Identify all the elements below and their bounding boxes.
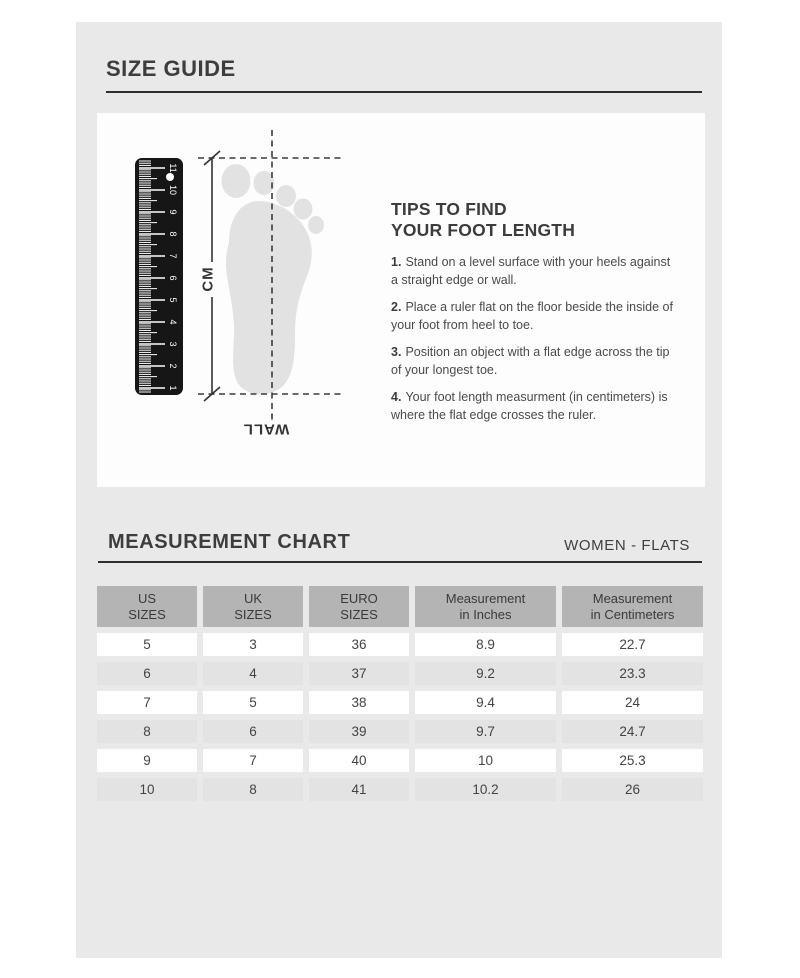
page-title: SIZE GUIDE [106,56,236,81]
tips-section [391,199,679,433]
table-cell: 8 [97,720,197,743]
wall-label: WALL [242,420,290,438]
table-cell: 6 [97,662,197,685]
ruler-number: 1 [168,385,178,391]
table-cell: 24.7 [562,720,703,743]
table-cell: 9 [97,749,197,772]
column-header-text: SIZES [340,606,378,622]
column-header [562,586,703,627]
column-header-text: in Centimeters [590,606,675,622]
table-cell: 26 [562,778,703,801]
column-header-text: US [137,590,157,606]
ruler-icon [135,158,183,395]
ruler-number: 7 [168,253,178,259]
table-cell: 8.9 [415,633,556,656]
tip-step [391,343,679,379]
chart-category-label: WOMEN - FLATS [564,537,690,554]
table-cell: 9.7 [415,720,556,743]
table-cell: 4 [203,662,303,685]
tips-step-list [391,253,679,424]
chart-divider [98,561,702,563]
tips-heading [391,199,679,240]
tip-step-number: 1. [391,255,402,270]
tip-step [391,388,679,424]
tips-heading-line2: YOUR FOOT LENGTH [391,219,576,240]
tip-step [391,253,679,289]
table-cell: 6 [203,720,303,743]
ruler-number: 2 [168,363,178,369]
ruler-number: 3 [168,341,178,347]
tip-step-text: Stand on a level surface with your heels against a straight edge or wall. [391,255,671,288]
ruler-number: 6 [168,275,178,281]
cm-label: CM [199,266,217,292]
table-cell: 36 [309,633,409,656]
column-header [203,586,303,627]
table-cell: 41 [309,778,409,801]
tip-step-text: Your foot length measurment (in centimeters) is where the flat edge crosses the ruler. [391,390,668,423]
column-header-text: SIZES [128,606,166,622]
tip-step-number: 4. [391,390,402,405]
column-header-text: Measurement [592,590,673,606]
table-cell: 7 [97,691,197,714]
table-cell: 3 [203,633,303,656]
table-cell: 5 [97,633,197,656]
table-cell: 25.3 [562,749,703,772]
table-cell: 39 [309,720,409,743]
column-header-text: UK [243,590,263,606]
table-cell: 40 [309,749,409,772]
ruler-number: 10 [168,184,178,196]
tip-step-text: Place a ruler flat on the floor beside the inside of your foot from heel to toe. [391,300,673,333]
column-header [97,586,197,627]
table-cell: 8 [203,778,303,801]
column-header-text: Measurement [445,590,526,606]
column-header-text: in Inches [459,606,512,622]
table-cell: 24 [562,691,703,714]
tip-step-number: 3. [391,345,402,360]
tip-step-number: 2. [391,300,402,315]
table-cell: 5 [203,691,303,714]
table-cell: 9.2 [415,662,556,685]
title-divider [106,91,702,93]
table-cell: 38 [309,691,409,714]
size-conversion-table [97,586,703,801]
foot-measuring-diagram [97,113,705,487]
ruler-number: 8 [168,231,178,237]
column-header-text: SIZES [234,606,272,622]
table-cell: 7 [203,749,303,772]
column-header-text: EURO [340,590,378,606]
ruler-number: 5 [168,297,178,303]
ruler-hole [166,173,174,181]
ruler-number: 9 [168,209,178,215]
ruler-number: 4 [168,319,178,325]
table-cell: 23.3 [562,662,703,685]
table-cell: 10 [415,749,556,772]
measurement-chart-title: MEASUREMENT CHART [108,531,351,553]
column-header [309,586,409,627]
size-guide-panel [76,22,722,958]
table-cell: 9.4 [415,691,556,714]
column-header [415,586,556,627]
ruler-number: 11 [168,163,178,173]
tip-step [391,298,679,334]
table-cell: 22.7 [562,633,703,656]
table-cell: 37 [309,662,409,685]
tip-step-text: Position an object with a flat edge across the tip of your longest toe. [391,345,670,378]
table-cell: 10.2 [415,778,556,801]
table-cell: 10 [97,778,197,801]
tips-heading-line1: TIPS TO FIND [391,199,507,219]
